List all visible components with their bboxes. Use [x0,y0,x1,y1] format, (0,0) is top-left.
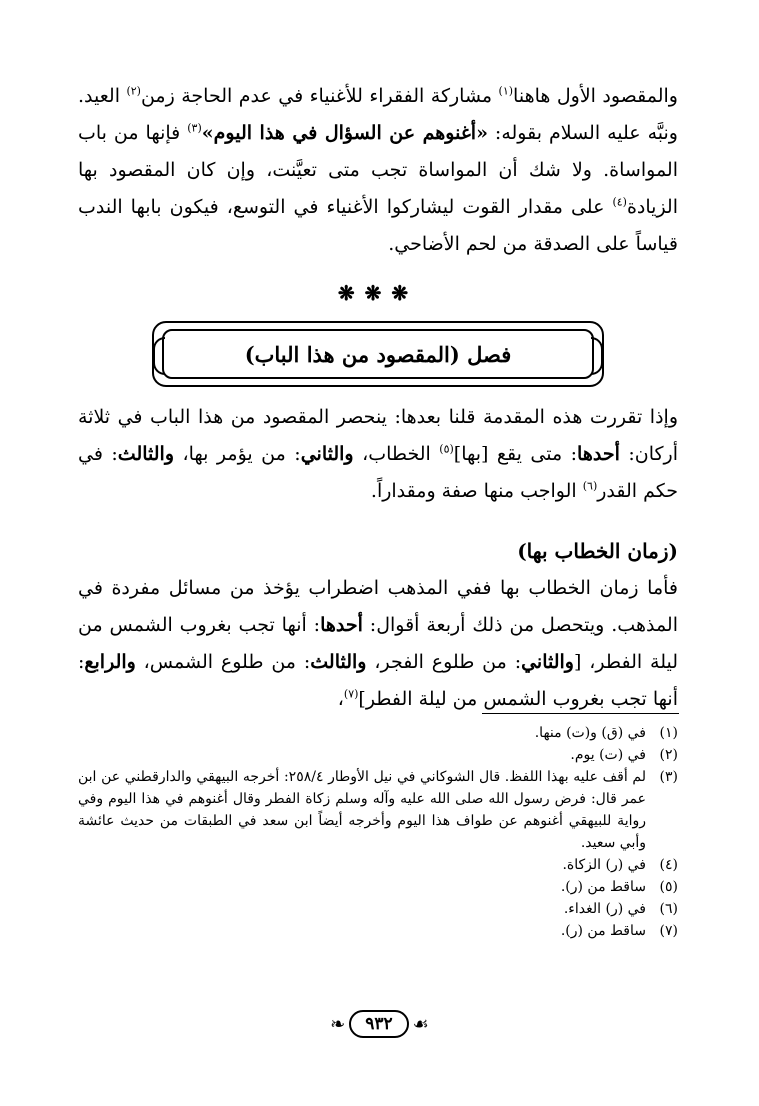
text-run: : من طلوع الفجر، [366,651,522,673]
keyword: والثاني [300,443,354,465]
footnote [78,876,678,898]
keyword: والثالث [117,443,175,465]
footnote-number: (٦) [659,901,678,917]
footnote-number: (٢) [659,747,678,763]
footnote-number: (٥) [659,879,678,895]
text-run: : أنها تجب بغروب الشمس من ليلة الفطر، [ [78,614,679,673]
text-run: العيد. ونبَّه عليه السلام بقوله: [78,85,678,144]
footnote-number: (١) [659,725,678,741]
text-run: والمقصود الأول هاهنا [513,85,678,107]
footnote-text: في (ق) و(ت) منها. [534,725,646,741]
keyword: أحدها [577,443,620,465]
ornament-left-icon: ❧ [330,1013,346,1035]
text-run: فأما زمان الخطاب بها ففي المذهب اضطراب يؤخذ من مسائل مفردة في المذهب. ويتحصل من ذلك أربعة أقوال: [78,577,678,636]
footnote-text: لم أقف عليه بهذا اللفظ. قال الشوكاني في نيل الأوطار ٢٥٨/٤: أخرجه البيهقي والدارقطني عن ابن عمر قال: فرض رسول الله صلى الله عليه وآله وسلم زكاة الفطر وقال أغنوهم في هذا اليوم وفي رواية للبيهقي أغنوهم عن طواف هذا اليوم وأخرجه أيضاً ابن سعد في الطبقات من حديث عائشة وأبي سعيد. [78,769,646,851]
text-run: ، [337,688,344,710]
hadith-quote: «أغنوهم عن السؤال في هذا اليوم» [201,122,488,144]
keyword: والرابع [84,651,136,673]
footnote [78,898,678,920]
text-run: مشاركة الفقراء للأغنياء في عدم الحاجة زمن [140,85,499,107]
footnote [78,920,678,942]
footnote-ref-7[interactable]: (٧) [343,687,359,701]
chapter-heading-frame [152,321,604,387]
text-run: : أنها تجب بغروب الشمس من ليلة الفطر] [78,651,678,710]
text-run: على مقدار القوت ليشاركوا الأغنياء في التوسع، فيكون بابها الندب قياساً على الصدقة من لحم الأضاحي. [78,196,678,255]
footnote-text: في (ت) يوم. [570,747,646,763]
footnotes [78,722,678,942]
text-run: الواجب منها صفة ومقداراً. [370,480,583,502]
text-run: وإذا تقررت هذه المقدمة قلنا بعدها: ينحصر المقصود من هذا الباب في ثلاثة أركان: [78,406,678,465]
page-body [78,78,678,718]
keyword: أحدها [320,614,363,636]
footnote [78,766,678,854]
footnote-number: (٣) [659,769,678,785]
text-run: : من يؤمر بها، [174,443,301,465]
footnote-separator [482,713,679,714]
page-number: ٩٣٢ [349,1010,408,1038]
section-divider-stars: ❋❋❋ [337,281,419,305]
chapter-heading-inner [162,329,594,379]
footnote-ref-5[interactable]: (٥) [439,442,454,456]
page-footer [0,1010,759,1038]
footnote-text: في (ر) الزكاة. [562,857,646,873]
footnote [78,722,678,744]
text-run: فإنها من باب المواساة. ولا شك أن المواساة تجب متى تعيَّنت، وإن كان المقصود بها الزيادة [78,122,678,218]
chapter-heading: فصل (المقصود من هذا الباب) [244,341,512,367]
paragraph-3 [78,570,678,718]
footnote-text: ساقط من (ر). [560,879,646,895]
footnote-ref-6[interactable]: (٦) [582,479,598,493]
keyword: والثالث [310,651,367,673]
text-run: : متى يقع [بها] [453,443,578,465]
keyword: والثاني [521,651,574,673]
paragraph-2 [78,399,678,510]
footnote-number: (٧) [659,923,678,939]
footnote-number: (٤) [659,857,678,873]
text-run: الخطاب، [353,443,440,465]
footnote-ref-2[interactable]: (٢) [126,84,141,98]
footnote-ref-1[interactable]: (١) [498,84,514,98]
footnote [78,744,678,766]
ornament-right-icon: ☙ [412,1013,429,1035]
section-title: (زمان الخطاب بها) [517,539,678,563]
footnote-ref-3[interactable]: (٣) [187,121,202,135]
footnote [78,854,678,876]
paragraph-1 [78,78,678,263]
text-run: : من طلوع الشمس، [135,651,311,673]
footnote-text: في (ر) الغداء. [563,901,646,917]
text-run: : في حكم القدر [78,443,678,502]
footnote-ref-4[interactable]: (٤) [612,195,627,209]
footnote-text: ساقط من (ر). [560,923,646,939]
